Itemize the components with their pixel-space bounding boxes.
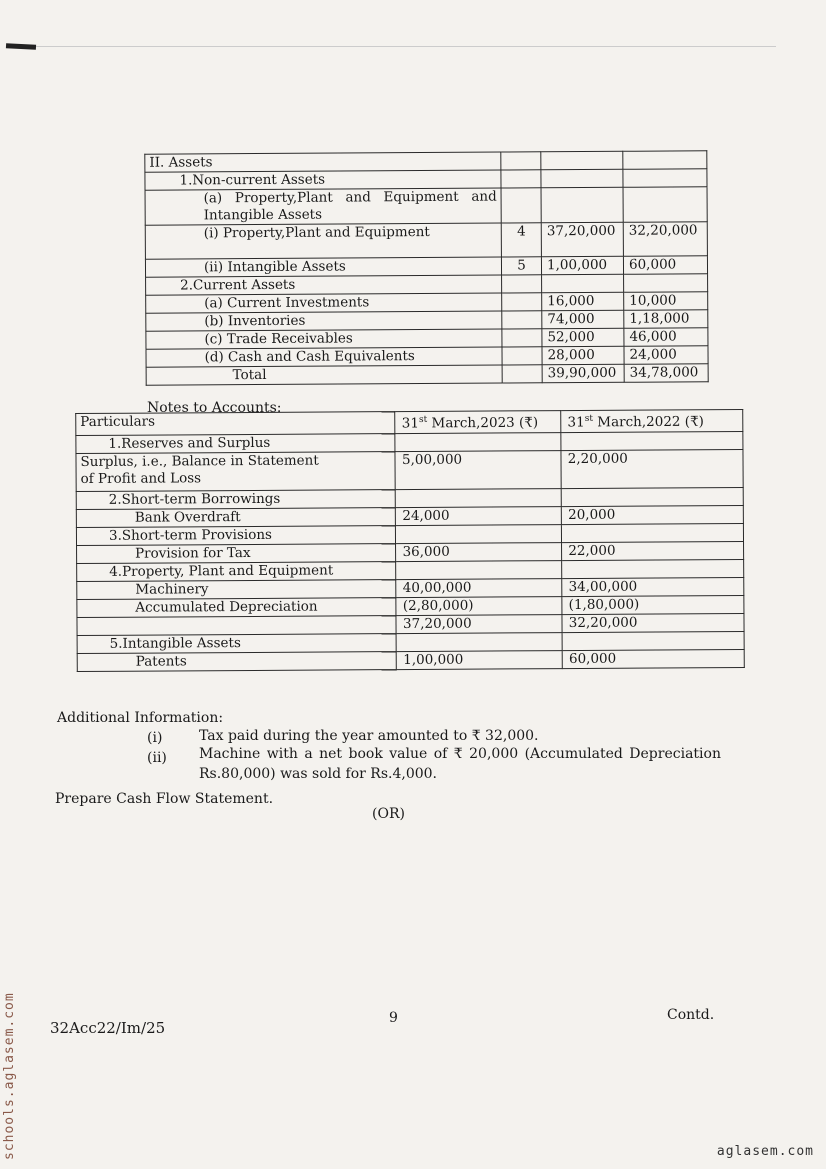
paper-code: 32Acc22/Im/25 — [50, 1019, 166, 1037]
note3-2023: 36,000 — [396, 542, 562, 561]
note5-2022: 60,000 — [562, 649, 744, 668]
side-watermark: schools.aglasem.com — [2, 992, 17, 1160]
item-num: (i) — [147, 730, 163, 746]
current-label: (c) Trade Receivables — [146, 329, 502, 349]
ppe-2023: 37,20,000 — [541, 222, 623, 257]
current-2022: 10,000 — [624, 292, 708, 311]
current-heading: 2.Current Assets — [146, 275, 502, 295]
current-2022: 46,000 — [624, 328, 708, 347]
note4-label — [77, 615, 397, 635]
total-label: Total — [146, 365, 502, 385]
current-2022: 24,000 — [624, 346, 708, 365]
note4-2022: 32,20,000 — [562, 613, 744, 632]
ppe-2022: 32,20,000 — [623, 222, 707, 257]
note4-2022: 34,00,000 — [562, 577, 744, 596]
top-rule — [36, 46, 776, 47]
note1-label: Surplus, i.e., Balance in Statement of Profit and Loss — [76, 451, 396, 491]
current-label: (b) Inventories — [146, 311, 502, 331]
note5-title: 5.Intangible Assets — [77, 633, 397, 653]
assets-table — [144, 150, 708, 385]
note2-label: Bank Overdraft — [76, 507, 396, 527]
ppe-label: (i) Property,Plant and Equipment — [145, 223, 501, 259]
notes-title: Notes to Accounts: — [147, 400, 282, 416]
current-2023: 28,000 — [542, 346, 624, 365]
note2-2022: 20,000 — [562, 505, 744, 524]
note2-title: 2.Short-term Borrowings — [76, 489, 396, 509]
intangible-2023: 1,00,000 — [541, 256, 623, 275]
assets-heading: II. Assets — [145, 152, 501, 172]
corner-mark — [6, 43, 36, 50]
current-label: (a) Current Investments — [146, 293, 502, 313]
noncurrent-heading: 1.Non-current Assets — [145, 170, 501, 190]
year-2023-header: 31st March,2023 (₹) — [395, 411, 561, 434]
current-label: (d) Cash and Cash Equivalents — [146, 347, 502, 367]
note1-title: 1.Reserves and Surplus — [76, 433, 396, 453]
intangible-note: 5 — [502, 257, 542, 275]
page-number: 9 — [389, 1010, 398, 1026]
current-2023: 52,000 — [542, 328, 624, 347]
note4-label: Machinery — [77, 579, 397, 599]
intangible-label: (ii) Intangible Assets — [145, 257, 501, 277]
particulars-header: Particulars — [76, 412, 396, 435]
note4-2023: (2,80,000) — [396, 596, 562, 615]
note1-2022: 2,20,000 — [561, 449, 743, 488]
item-text-cont: Rs.80,000) was sold for Rs.4,000. — [199, 766, 437, 782]
note3-2022: 22,000 — [562, 541, 744, 560]
notes-table — [75, 409, 745, 672]
note5-2023: 1,00,000 — [397, 650, 563, 669]
intangible-2022: 60,000 — [623, 256, 707, 275]
contd-label: Contd. — [667, 1007, 715, 1023]
or-marker: (OR) — [372, 806, 405, 822]
note4-2023: 40,00,000 — [396, 578, 562, 597]
note5-label: Patents — [77, 651, 397, 671]
item-text: Machine with a net book value of ₹ 20,000 (Accumulated Depreciation — [199, 746, 721, 762]
note3-title: 3.Short-term Provisions — [76, 525, 396, 545]
additional-title: Additional Information: — [57, 710, 224, 726]
note4-2023: 37,20,000 — [396, 614, 562, 633]
item-num: (ii) — [147, 750, 167, 766]
ppe-note: 4 — [501, 223, 541, 257]
corner-watermark: aglasem.com — [716, 1144, 814, 1159]
current-2022: 1,18,000 — [624, 310, 708, 329]
note1-2023: 5,00,000 — [395, 450, 561, 489]
current-2023: 16,000 — [542, 292, 624, 311]
total-2023: 39,90,000 — [542, 364, 624, 383]
note2-2023: 24,000 — [396, 506, 562, 525]
note4-2022: (1,80,000) — [562, 595, 744, 614]
total-2022: 34,78,000 — [624, 364, 708, 383]
note4-label: Accumulated Depreciation — [77, 597, 397, 617]
item-text: Tax paid during the year amounted to ₹ 32,000. — [199, 728, 539, 744]
current-2023: 74,000 — [542, 310, 624, 329]
note4-title: 4.Property, Plant and Equipment — [77, 561, 397, 581]
note3-label: Provision for Tax — [77, 543, 397, 563]
instruction: Prepare Cash Flow Statement. — [55, 791, 274, 807]
year-2022-header: 31st March,2022 (₹) — [561, 409, 743, 432]
ppe-group: (a) Property,Plant and Equipment and Intangible Assets — [145, 188, 501, 225]
